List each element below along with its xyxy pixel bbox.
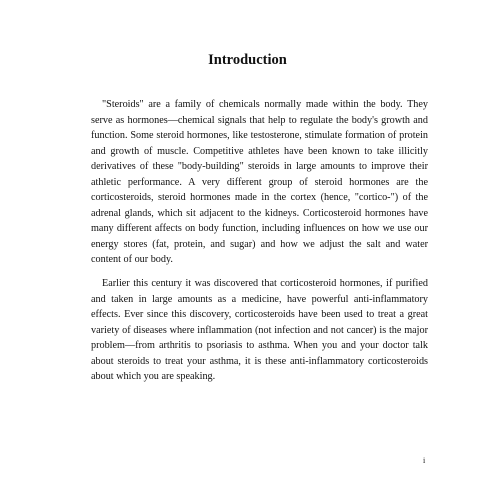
page-number: i — [423, 456, 426, 465]
page-title: Introduction — [208, 52, 287, 68]
paragraph-1: "Steroids" are a family of chemicals normally made within the body. They serve as hormones—chemical signals that help to regulate the body's growth and function. Some steroid hormones, like testosterone, stimulate formation of protein and growth of muscle. Competitive athletes have been known to take illicitly derivatives of these "body-building" steroids in large amounts to improve their athletic performance. A very different group of steroid hormones are the corticosteroids, steroid hormones made in the cortex (hence, "cortico-") of the adrenal glands, which sit adjacent to the kidneys. Corticosteroid hormones have many different affects on body function, including influences on how we use our energy stores (fat, protein, and sugar) and how we adjust the salt and water content of our body. — [91, 99, 428, 266]
body-text — [91, 97, 428, 393]
paragraph-2: Earlier this century it was discovered that corticosteroid hormones, if purified and taken in large amounts as a medicine, have powerful anti-inflammatory effects. Ever since this discovery, corticosteroids have been used to treat a great variety of diseases where inflammation (not infection and not cancer) is the major problem—from arthritis to psoriasis to asthma. When you and your doctor talk about steroids to treat your asthma, it is these anti-inflammatory corticosteroids about which you are speaking. — [91, 278, 428, 383]
